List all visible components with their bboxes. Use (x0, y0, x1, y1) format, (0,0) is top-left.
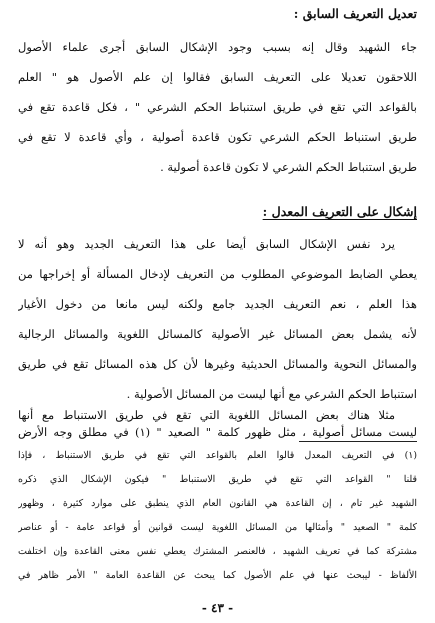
footnote-line: مشتركة كما في تعريف الشهيد ، فالعنصر المشترك يعطي نفس معنى القاعدة وإن اختلفت (18, 546, 417, 557)
footnote-separator (299, 441, 417, 442)
footnote-line: الألفاظ - ليبحث عنها في علم الأصول كما يبحث عن القاعدة العامة " الأمر ظاهر في (18, 570, 417, 581)
paragraph-2-line: يرد نفس الإشكال السابق أيضا على هذا التعريف الجديد وهو أنه لا (18, 237, 395, 251)
footnote-line: الشهيد غير تام ، إن القاعدة هي القانون العام الذي ينطبق على موارد كثيرة ، وظهور (18, 498, 417, 509)
page-number: - ٤٣ - (201, 601, 234, 615)
section-heading-revision: تعديل التعريف السابق : (293, 6, 417, 21)
paragraph-1-line: طريق استنباط الحكم الشرعي تكون قاعدة أصولية ، وأي قاعدة لا تقع في (18, 130, 417, 144)
paragraph-3-line: ليست مسائل أصولية ، مثل ظهور كلمة " الصعيد " (١) في مطلق وجه الأرض (18, 425, 417, 439)
paragraph-1-line: اللاحقون تعديلا على التعريف السابق فقالوا إن علم الأصول هو " العلم (18, 70, 417, 84)
footnote-line: كلمة " الصعيد " وأمثالها من المسائل اللغوية ليست قوانين أو قواعد عامة - أو عناصر (18, 522, 417, 533)
section-heading-objection: إشكال على التعريف المعدل : (262, 204, 417, 219)
paragraph-2-line: يعطي الضابط الموضوعي المطلوب من التعريف لإدخال المسألة أو إخراجها من (18, 267, 417, 281)
footnote-line: قلنا " القواعد التي تقع في طريق الاستنباط " فيكون الإشكال الذي ذكره (18, 474, 417, 485)
paragraph-1-line: بالقواعد التي تقع في طريق استنباط الحكم الشرعي " ، فكل قاعدة تقع في (18, 100, 417, 114)
footnote-line: (١) في التعريف المعدل قالوا العلم بالقواعد التي تقع في طريق الاستنباط ، فإذا (18, 450, 417, 461)
paragraph-2-line: استنباط الحكم الشرعي مع أنها ليست من المسائل الأصولية . (126, 387, 417, 401)
paragraph-2-line: والمسائل النحوية والمسائل الحديثية وغيرها لأن كل هذه المسائل تقع في طريق (18, 357, 417, 371)
paragraph-1-line: طريق استنباط الحكم الشرعي لا تكون قاعدة أصولية . (160, 160, 417, 174)
paragraph-1-line: جاء الشهيد وقال إنه بسبب وجود الإشكال السابق أجرى علماء الأصول (18, 40, 417, 54)
paragraph-2-line: هذا العلم ، نعم التعريف الجديد جامع ولكنه ليس مانعا من دخول الأغيار (18, 297, 417, 311)
paragraph-3-line: مثلا هناك بعض المسائل اللغوية التي تقع في طريق الاستنباط مع أنها (18, 408, 395, 422)
paragraph-2-line: لأنه يشمل بعض المسائل غير الأصولية كالمسائل اللغوية والمسائل الرجالية (18, 327, 417, 341)
